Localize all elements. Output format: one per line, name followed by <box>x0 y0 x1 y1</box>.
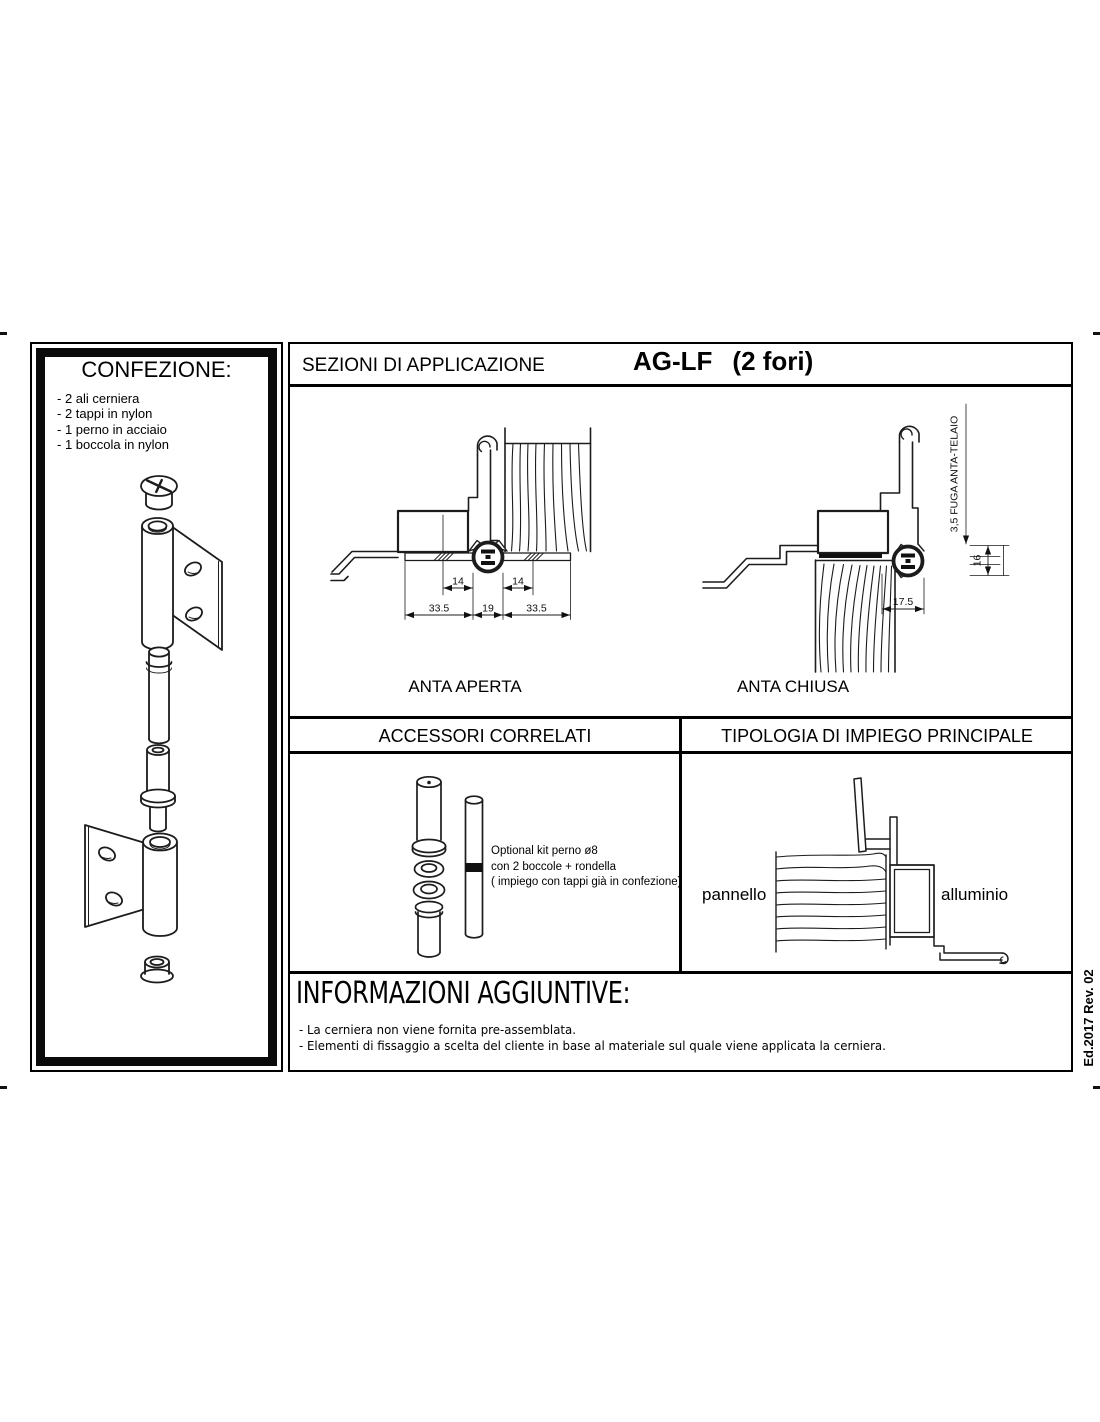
dim-fuga: 3,5 FUGA ANTA-TELAIO <box>948 415 961 533</box>
dim-17-5-lines <box>882 574 924 614</box>
nylon-bushing <box>141 745 175 832</box>
divider <box>290 751 1073 754</box>
sezioni-title: SEZIONI DI APPLICAZIONE <box>302 355 545 376</box>
dim-14-right: 14 <box>512 575 524 588</box>
wood-panel <box>505 428 591 552</box>
pin-exploded <box>413 777 446 957</box>
divider <box>290 716 1073 719</box>
divider <box>290 971 1073 974</box>
kit-note-line: ( impiego con tappi già in confezione) <box>491 876 682 888</box>
dim-14-left: 14 <box>452 575 464 588</box>
frame-section-rect <box>818 511 888 553</box>
product-variant: (2 fori) <box>732 346 814 376</box>
tipologia-title: TIPOLOGIA DI IMPIEGO PRINCIPALE <box>721 726 1033 746</box>
confezione-item: - 1 perno in acciaio <box>57 421 167 437</box>
informazioni-notes <box>299 1023 886 1054</box>
anta-chiusa-label: ANTA CHIUSA <box>736 677 850 696</box>
accessori-title: ACCESSORI CORRELATI <box>378 726 592 746</box>
aluminium-profile <box>854 778 1008 964</box>
frame-section-rect <box>398 511 468 552</box>
hinge-exploded-drawing <box>50 462 270 1007</box>
tipologia-drawing <box>690 762 1075 967</box>
dim-17-5: 17.5 <box>892 596 914 608</box>
gasket-seal <box>819 554 882 559</box>
confezione-item-list <box>57 391 169 452</box>
informazioni-title: INFORMAZIONI AGGIUNTIVE: <box>296 976 631 1011</box>
door-profile <box>469 436 499 552</box>
nylon-cap-bottom <box>141 957 173 983</box>
edition-stamp: Ed.2017 Rev. 02 <box>1081 969 1096 1067</box>
reg-mark <box>0 332 7 335</box>
anta-aperta-drawing <box>330 398 650 633</box>
wood-panel <box>816 560 896 672</box>
hinge-wing-lower <box>85 825 177 936</box>
frame-profile-left <box>331 552 398 581</box>
kit-note-line: Optional kit perno ø8 <box>491 845 598 857</box>
dim-33-5-right: 33.5 <box>526 602 547 615</box>
panel-label: pannello <box>702 885 767 904</box>
reg-mark <box>1093 1086 1100 1089</box>
hinge-wing-upper <box>142 518 222 650</box>
nylon-cap-top <box>141 475 177 510</box>
anta-chiusa-drawing <box>700 398 1040 688</box>
aluminium-label: alluminio <box>941 885 1009 904</box>
kit-note <box>491 844 682 891</box>
wood-panel <box>776 852 886 952</box>
product-code: AG-LF <box>633 346 713 376</box>
frame-profile-top <box>881 426 920 544</box>
confezione-item: - 2 tappi in nylon <box>57 406 153 422</box>
reg-mark <box>1093 332 1100 335</box>
confezione-title: CONFEZIONE: <box>81 357 232 382</box>
steel-pin <box>147 647 172 743</box>
dim-19: 19 <box>482 602 494 615</box>
header-divider <box>290 384 1073 387</box>
kit-note-line: con 2 boccole + rondella <box>491 860 616 873</box>
frame-profile-left <box>703 546 818 589</box>
product-name <box>633 346 813 377</box>
confezione-item: - 1 boccola in nylon <box>57 436 170 452</box>
pin-assembled <box>466 796 483 938</box>
dim-33-5-left: 33.5 <box>428 602 450 615</box>
pin-kit-drawing <box>392 766 502 971</box>
confezione-item: - 2 ali cerniera <box>57 391 140 406</box>
informazioni-note: - Elementi di fissaggio a scelta del cliente in base al materiale sul quale viene applicata la cerniera. <box>299 1038 886 1054</box>
anta-aperta-label: ANTA APERTA <box>408 677 522 696</box>
informazioni-note: - La cerniera non viene fornita pre-assemblata. <box>299 1023 576 1038</box>
dim-16: 16 <box>971 554 984 567</box>
reg-mark <box>0 1086 7 1089</box>
